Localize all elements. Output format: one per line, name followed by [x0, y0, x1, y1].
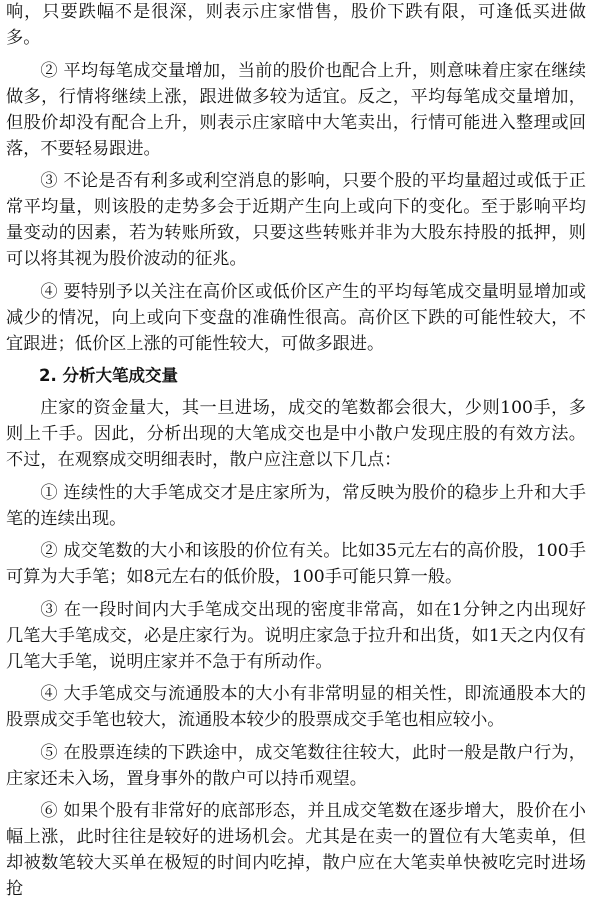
- paragraph-item-5: ⑤ 在股票连续的下跌途中，成交笔数往往较大，此时一般是散户行为，庄家还未入场，置身事外的散户可以持币观望。: [6, 742, 586, 789]
- paragraph-point-3: ③ 不论是否有利多或利空消息的影响，只要个股的平均量超过或低于正常平均量，则该股的走势多会于近期产生向上或向下的变化。至于影响平均量变动的因素，若为转账所致，只要这些转账并非为大股东持股的抵押，则可以将其视为股价波动的征兆。: [6, 171, 586, 269]
- paragraph-point-4: ④ 要特别予以关注在高价区或低价区产生的平均每笔成交量明显增加或减少的情况，向上或向下变盘的准确性很高。高价区下跌的可能性较大，不宜跟进；低价区上涨的可能性较大，可做多跟进。: [6, 281, 586, 354]
- paragraph-item-4: ④ 大手笔成交与流通股本的大小有非常明显的相关性，即流通股本大的股票成交手笔也较大，流通股本较少的股票成交手笔也相应较小。: [6, 684, 586, 730]
- paragraph-item-1: ① 连续性的大手笔成交才是庄家所为，常反映为股价的稳步上升和大手笔的连续出现。: [6, 482, 586, 529]
- paragraph-continuation: 响，只要跌幅不是很深，则表示庄家惜售，股价下跌有限，可逢低买进做多。: [6, 2, 586, 48]
- paragraph-point-2: ② 平均每笔成交量增加，当前的股价也配合上升，则意味着庄家在继续做多，行情将继续上涨，跟进做多较为适宜。反之，平均每笔成交量增加，但股价却没有配合上升，则表示庄家暗中大笔卖出，行情可能进入整理或回落，不要轻易跟进。: [6, 60, 586, 159]
- section-heading: 2. 分析大笔成交量: [39, 366, 178, 385]
- paragraph-item-6: ⑥ 如果个股有非常好的底部形态，并且成交笔数在逐步增大，股价在小幅上涨，此时往往是较好的进场机会。尤其是在卖一的置位有大笔卖单，但却被数笔较大买单在极短的时间内吃掉，散户应在大笔卖单快被吃完时进场抢: [6, 801, 586, 899]
- paragraph-intro: 庄家的资金量大，其一旦进场，成交的笔数都会很大，少则100手，多则上千手。因此，分析出现的大笔成交也是中小散户发现庄股的有效方法。不过，在观察成交明细表时，散户应注意以下几点：: [6, 398, 586, 470]
- paragraph-item-2: ② 成交笔数的大小和该股的价位有关。比如35元左右的高价股，100手可算为大手笔；如8元左右的低价股，100手可能只算一般。: [6, 541, 586, 587]
- paragraph-item-3: ③ 在一段时间内大手笔成交出现的密度非常高，如在1分钟之内出现好几笔大手笔成交，必是庄家行为。说明庄家急于拉升和出货，如1天之内仅有几笔大手笔，说明庄家并不急于有所动作。: [6, 599, 586, 672]
